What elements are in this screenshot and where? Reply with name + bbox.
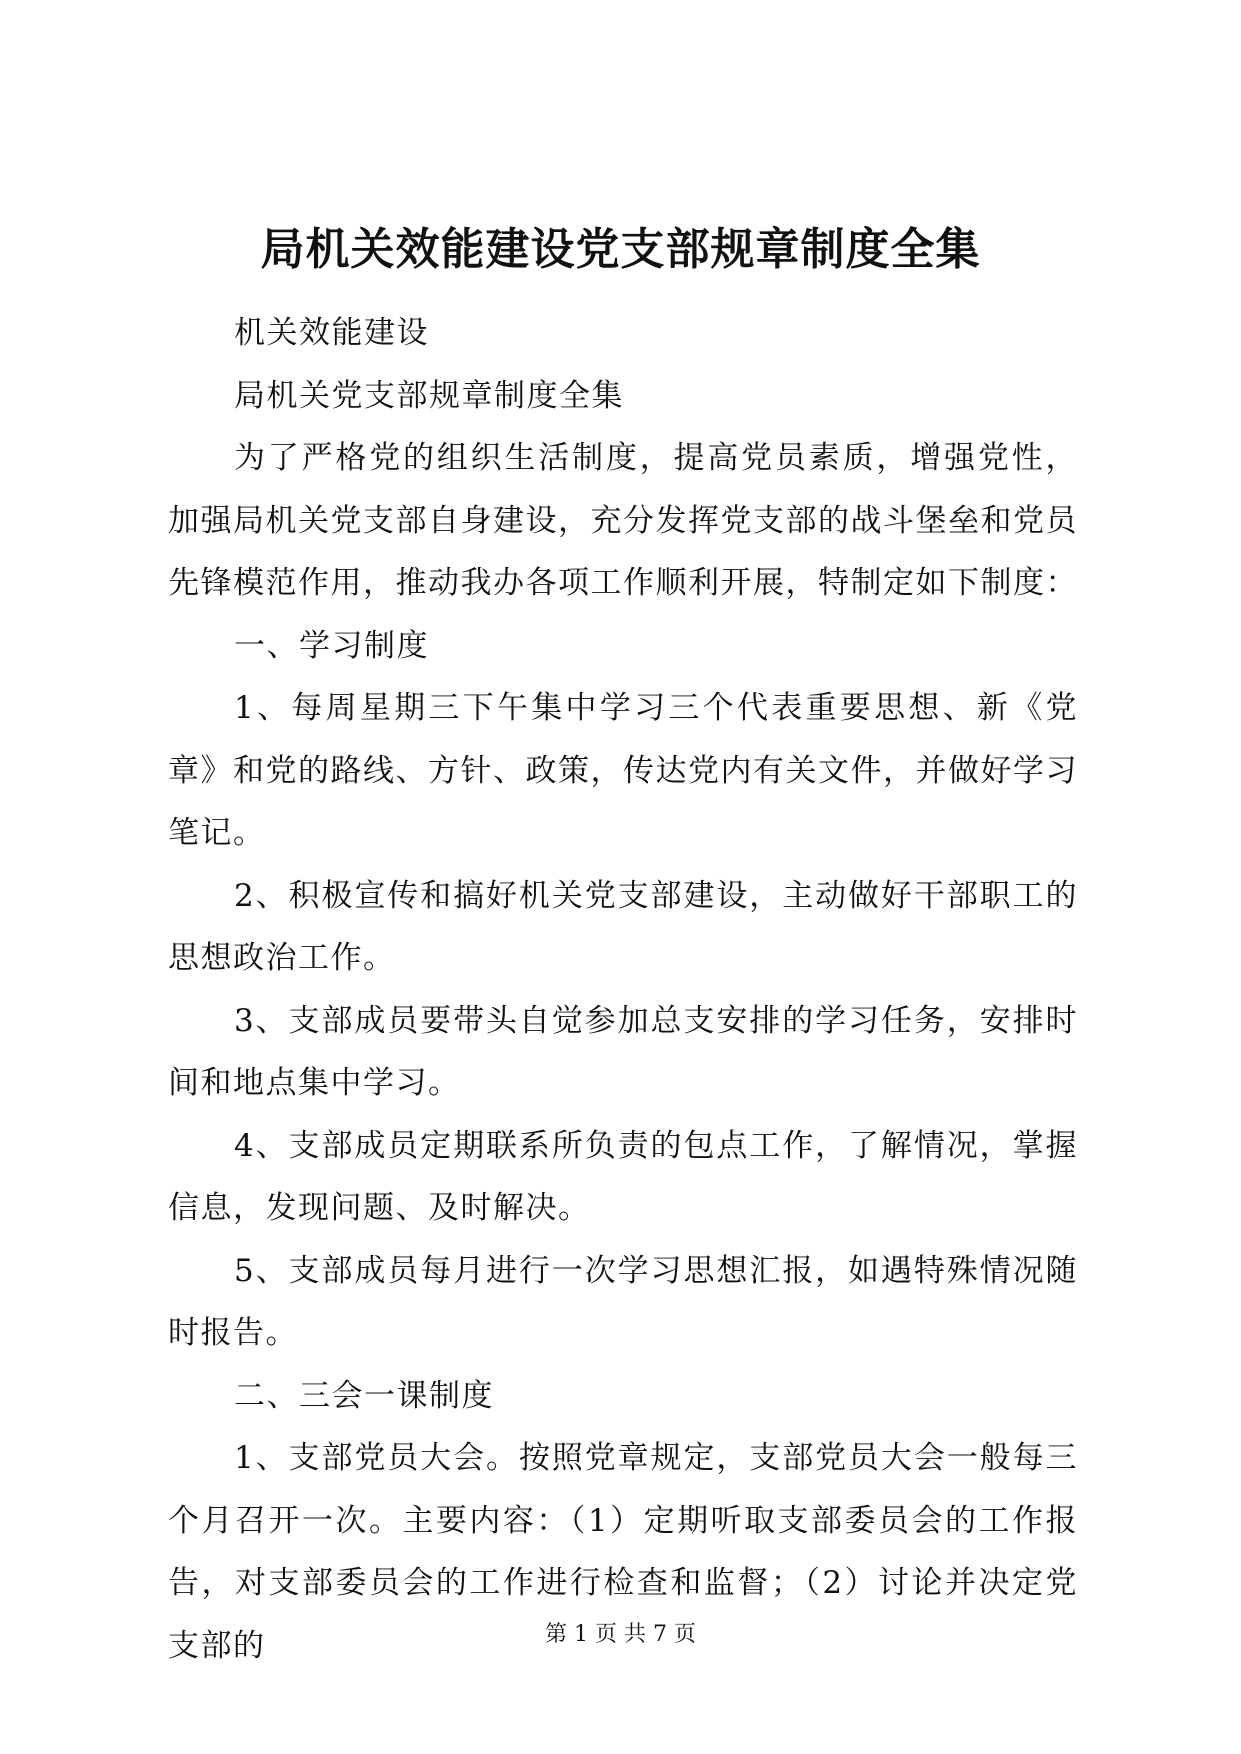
paragraph: 机关效能建设 (234, 315, 429, 351)
document-body (168, 302, 1078, 1677)
paragraph: 4、支部成员定期联系所负责的包点工作，了解情况，掌握信息，发现问题、及时解决。 (168, 1127, 1078, 1226)
paragraph: 5、支部成员每月进行一次学习思想汇报，如遇特殊情况随时报告。 (168, 1252, 1078, 1351)
paragraph: 为了严格党的组织生活制度，提高党员素质，增强党性，加强局机关党支部自身建设，充分发挥党支部的战斗堡垒和党员先锋模范作用，推动我办各项工作顺利开展，特制定如下制度： (168, 440, 1078, 601)
paragraph: 2、积极宣传和搞好机关党支部建设，主动做好干部职工的思想政治工作。 (168, 877, 1078, 976)
paragraph: 3、支部成员要带头自觉参加总支安排的学习任务，安排时间和地点集中学习。 (168, 1002, 1078, 1101)
section-heading: 二、三会一课制度 (234, 1377, 494, 1414)
section-heading: 一、学习制度 (234, 627, 429, 664)
paragraph: 1、支部党员大会。按照党章规定，支部党员大会一般每三个月召开一次。主要内容：（1）定期听取支部委员会的工作报告，对支部委员会的工作进行检查和监督；（2）讨论并决定党支部的 (168, 1440, 1078, 1664)
paragraph: 1、每周星期三下午集中学习三个代表重要思想、新《党章》和党的路线、方针、政策，传达党内有关文件，并做好学习笔记。 (168, 690, 1078, 851)
page-number-footer: 第 1 页 共 7 页 (545, 1622, 696, 1647)
document-title: 局机关效能建设党支部规章制度全集 (260, 224, 981, 275)
paragraph: 局机关党支部规章制度全集 (234, 377, 624, 414)
